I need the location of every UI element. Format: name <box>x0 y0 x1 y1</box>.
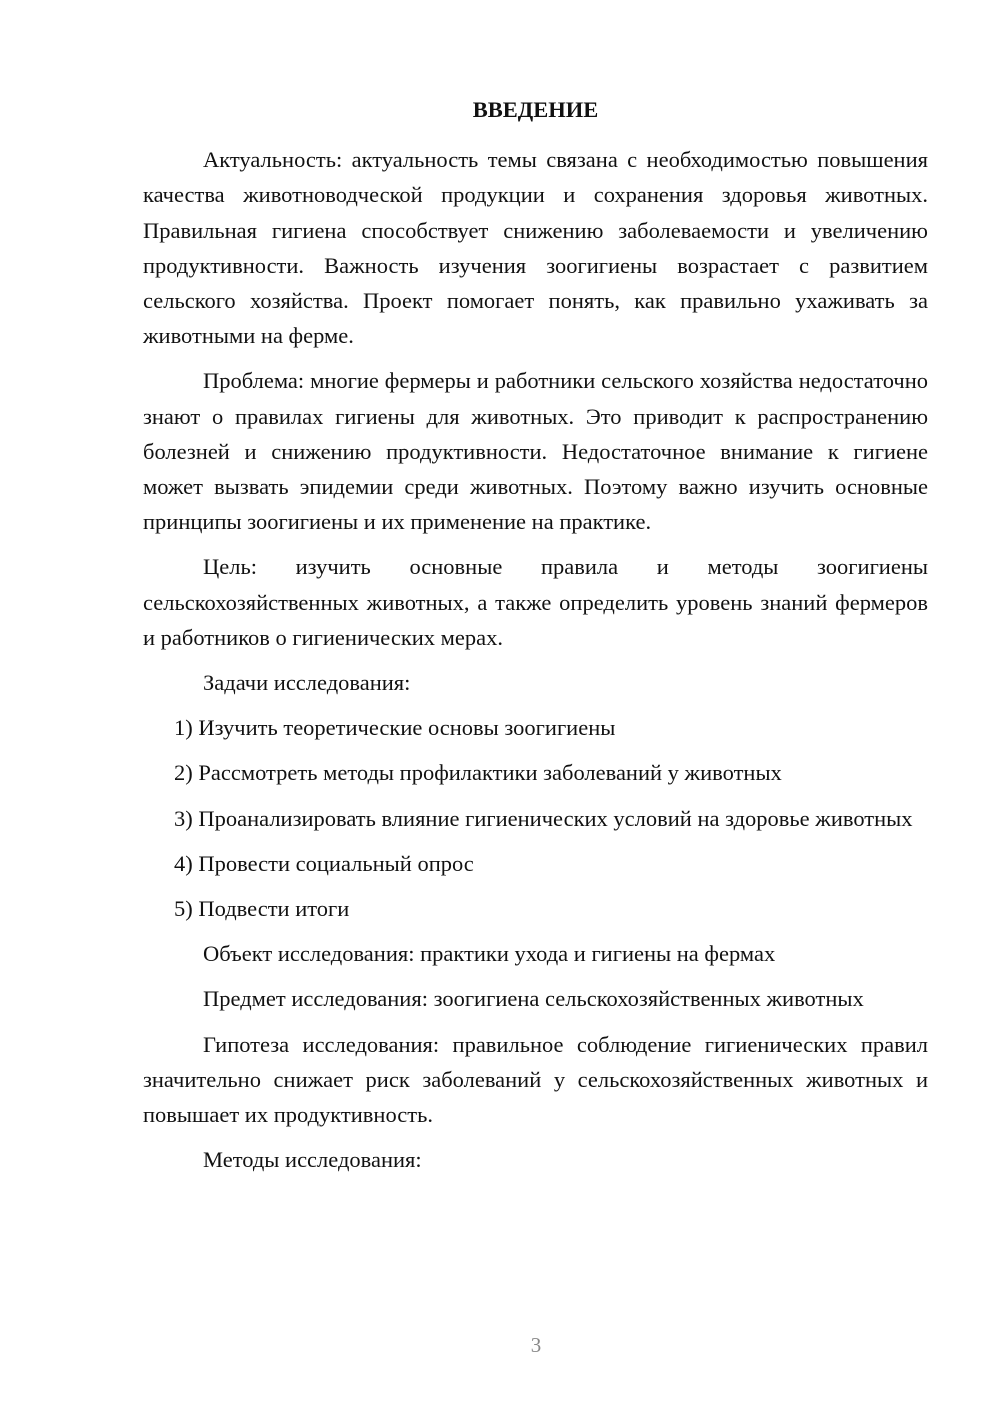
problem-paragraph: Проблема: многие фермеры и работники сельского хозяйства недостаточно знают о правилах гигиены для животных. Это приводит к распространению болезней и снижению продуктивности. Недостаточное внимание к гигиене может вызвать эпидемии среди животных. Поэтому важно изучить основные принципы зоогигиены и их применение на практике. <box>143 368 928 535</box>
methods-heading: Методы исследования: <box>203 1147 422 1173</box>
task-item-1: 1) Изучить теоретические основы зоогигиены <box>174 715 616 741</box>
page-number: 3 <box>530 1333 542 1357</box>
relevance-paragraph: Актуальность: актуальность темы связана с необходимостью повышения качества животноводческой продукции и сохранения здоровья животных. Правильная гигиена способствует снижению заболеваемости и увеличению продуктивности. Важность изучения зоогигиены возрастает с развитием сельского хозяйства. Проект помогает понять, как правильно ухаживать за животными на ферме. <box>143 147 928 349</box>
task-item-4: 4) Провести социальный опрос <box>174 850 474 876</box>
task-item-5: 5) Подвести итоги <box>174 896 350 922</box>
task-item-3: 3) Проанализировать влияние гигиенических условий на здоровье животных <box>174 805 913 831</box>
section-heading: ВВЕДЕНИЕ <box>472 97 599 122</box>
subject-paragraph: Предмет исследования: зоогигиена сельскохозяйственных животных <box>203 986 864 1012</box>
page-content <box>143 92 928 1187</box>
object-paragraph: Объект исследования: практики ухода и гигиены на фермах <box>203 941 776 967</box>
task-item-2: 2) Рассмотреть методы профилактики заболеваний у животных <box>174 760 782 786</box>
goal-paragraph: Цель: изучить основные правила и методы зоогигиены сельскохозяйственных животных, а также определить уровень знаний фермеров и работников о гигиенических мерах. <box>143 554 928 650</box>
hypothesis-paragraph: Гипотеза исследования: правильное соблюдение гигиенических правил значительно снижает риск заболеваний у сельскохозяйственных животных и повышает их продуктивность. <box>143 1031 928 1128</box>
tasks-heading: Задачи исследования: <box>203 670 411 696</box>
